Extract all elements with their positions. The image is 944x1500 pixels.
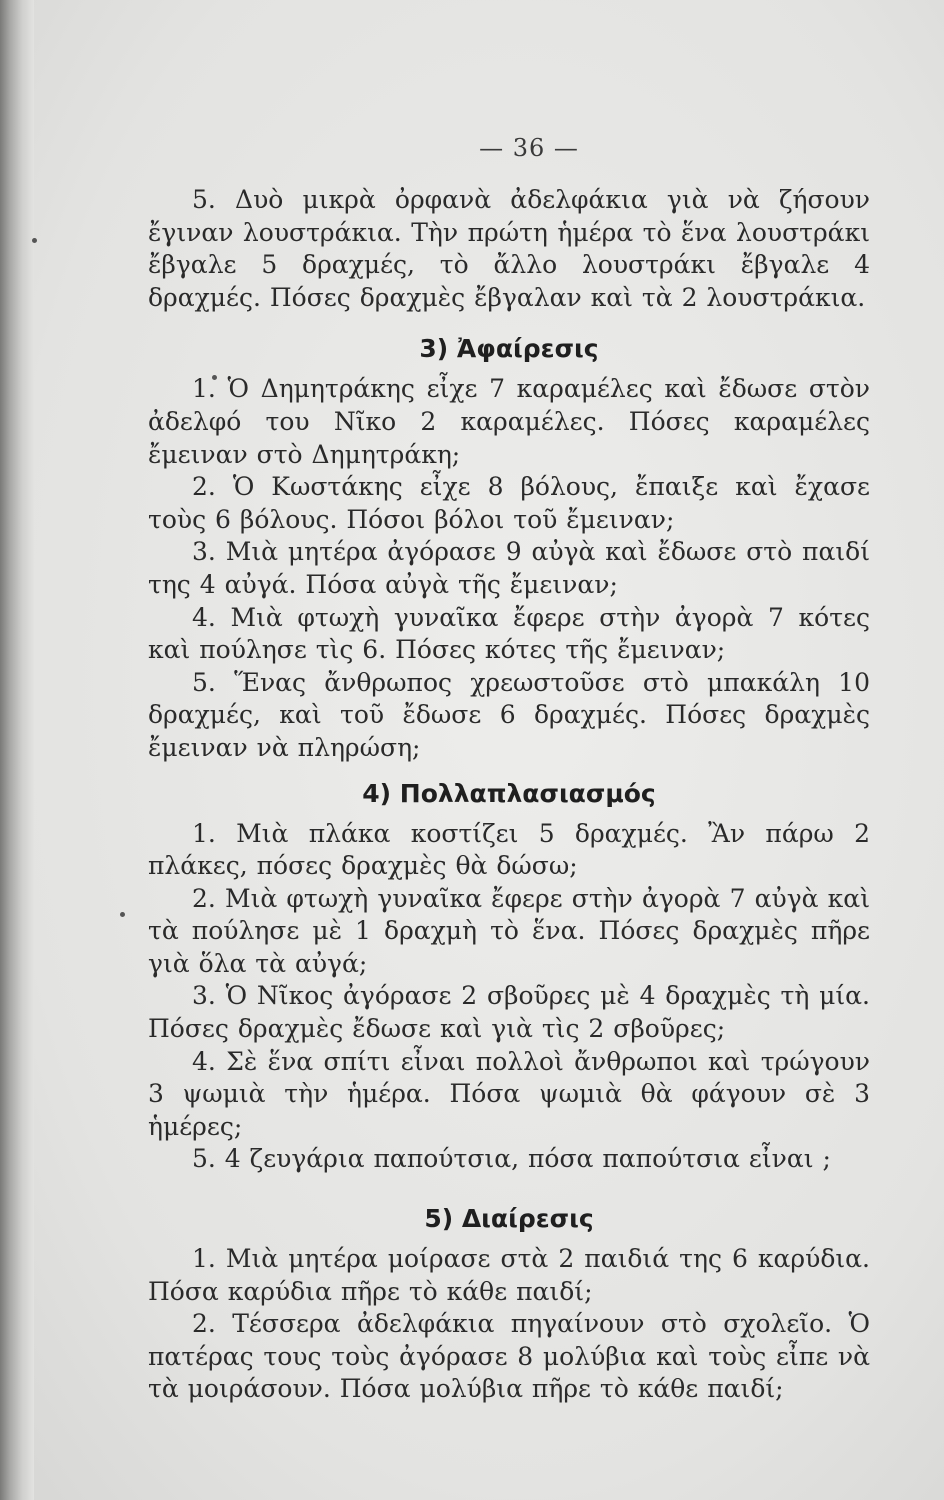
problem-item: 1. Μιὰ πλάκα κοστίζει 5 δραχμές. Ἂν πάρω 2 πλάκες, πόσες δραχμὲς θὰ δώσω; <box>148 818 870 881</box>
margin-speck <box>32 238 37 243</box>
section-title: 3) Ἀφαίρεσις <box>419 334 599 364</box>
problem-item: 5. Ἕνας ἄνθρωπος χρεωστοῦσε στὸ μπακάλη 10 δραχμές, καὶ τοῦ ἔδωσε 6 δραχμές. Πόσες δραχμὲς ἔμειναν νὰ πληρώση; <box>148 667 870 762</box>
problem-item: 1. Μιὰ μητέρα μοίρασε στὰ 2 παιδιά της 6 καρύδια. Πόσα καρύδια πῆρε τὸ κάθε παιδί; <box>148 1244 870 1306</box>
section-title: 4) Πολλαπλασιασμός <box>362 778 656 808</box>
margin-speck <box>120 912 125 917</box>
section-multiplication <box>148 779 870 1177</box>
problem-item: 3. Ὁ Νῖκος ἀγόρασε 2 σβοῦρες μὲ 4 δραχμὲς τὴ μία. Πόσες δραχμὲς ἔδωσε καὶ γιὰ τὶς 2 σβοῦρες; <box>148 981 870 1044</box>
problem-item: 4. Σὲ ἕνα σπίτι εἶναι πολλοὶ ἄνθρωποι καὶ τρώγουν 3 ψωμιὰ τὴν ἡμέρα. Πόσα ψωμιὰ θὰ φάγουν σὲ 3 ἡμέρες; <box>148 1046 870 1141</box>
problem-item: 2. Μιὰ φτωχὴ γυναῖκα ἔφερε στὴν ἀγορὰ 7 αὐγὰ καὶ τὰ πούλησε μὲ 1 δραχμὴ τὸ ἕνα. Πόσες δραχμὲς πῆρε γιὰ ὅλα τὰ αὐγά; <box>148 883 870 978</box>
section-division <box>148 1204 870 1406</box>
page-number: — 36 — <box>479 134 579 162</box>
problem-item: 2. Τέσσερα ἀδελφάκια πηγαίνουν στὸ σχολεῖο. Ὁ πατέρας τους τοὺς ἀγόρασε 8 μολύβια καὶ τοὺς εἶπε νὰ τὰ μοιράσουν. Πόσα μολύβια πῆρε τὸ κάθε παιδί; <box>148 1309 870 1404</box>
section-title: 5) Διαίρεσις <box>424 1204 594 1234</box>
problem-item: 2. Ὁ Κωστάκης εἶχε 8 βόλους, ἔπαιξε καὶ ἔχασε τοὺς 6 βόλους. Πόσοι βόλοι τοῦ ἔμειναν; <box>148 472 870 534</box>
section-subtraction <box>148 334 870 764</box>
page-content <box>148 120 870 1406</box>
book-spine-shadow <box>0 0 34 1500</box>
problem-item: 1. Ὁ Δημητράκης εἶχε 7 καραμέλες καὶ ἔδωσε στὸν ἀδελφό του Νῖκο 2 καραμέλες. Πόσες καραμέλες ἔμειναν στὸ Δημητράκη; <box>148 374 870 469</box>
problem-item: 4. Μιὰ φτωχὴ γυναῖκα ἔφερε στὴν ἀγορὰ 7 κότες καὶ πούλησε τὶς 6. Πόσες κότες τῆς ἔμειναν; <box>148 602 870 665</box>
intro-problem: 5. Δυὸ μικρὰ ὀρφανὰ ἀδελφάκια γιὰ νὰ ζήσουν ἔγιναν λουστράκια. Τὴν πρώτη ἡμέρα τὸ ἕνα λουστράκι ἔβγαλε 5 δραχμές, τὸ ἄλλο λουστράκι ἔβγαλε 4 δραχμές. Πόσες δραχμὲς ἔβγαλαν καὶ τὰ 2 λουστράκια. <box>148 185 870 312</box>
problem-item: 5. 4 ζευγάρια παπούτσια, πόσα παπούτσια εἶναι ; <box>192 1144 831 1174</box>
problem-item: 3. Μιὰ μητέρα ἀγόρασε 9 αὐγὰ καὶ ἔδωσε στὸ παιδί της 4 αὐγά. Πόσα αὐγὰ τῆς ἔμειναν; <box>148 537 870 599</box>
